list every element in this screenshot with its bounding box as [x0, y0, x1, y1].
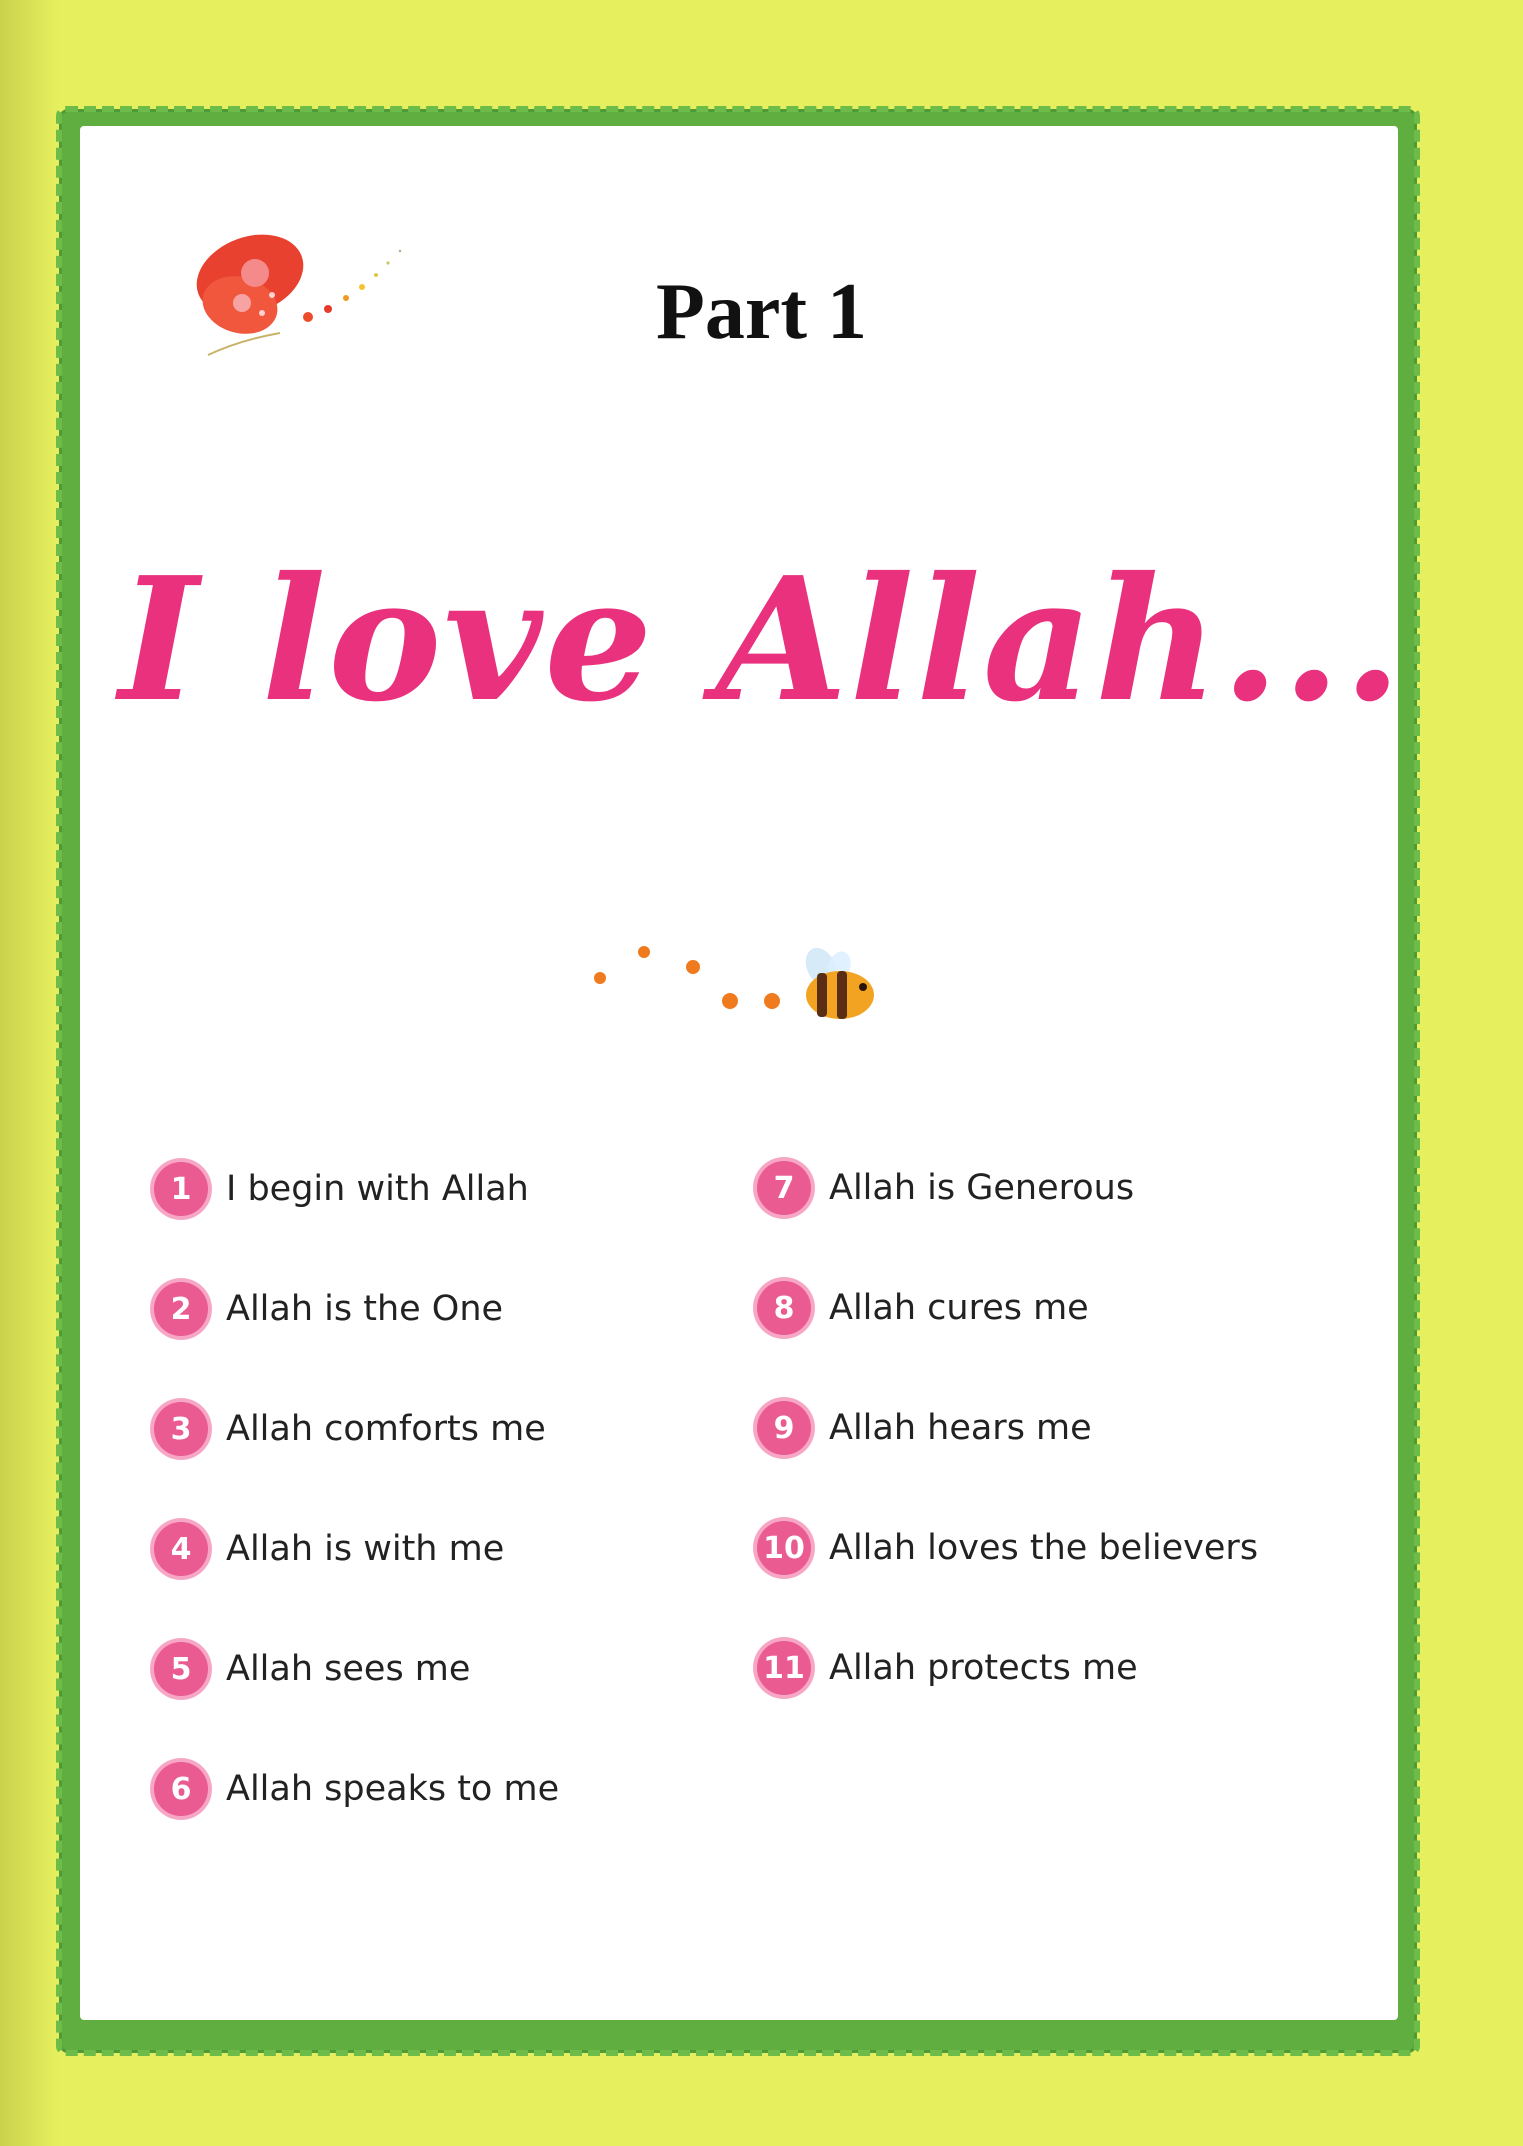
- toc-item[interactable]: [154, 1639, 470, 1699]
- toc-item-label: Allah is the One: [226, 1289, 504, 1329]
- page-title: I love Allah...: [118, 540, 1405, 740]
- toc-item-label: Allah sees me: [226, 1649, 471, 1689]
- number-badge: 6: [154, 1762, 208, 1816]
- number-badge: 3: [154, 1402, 208, 1456]
- number-badge: 2: [154, 1282, 208, 1336]
- paper-page: [80, 126, 1398, 2020]
- toc-item-label: Allah protects me: [829, 1648, 1138, 1688]
- toc-item[interactable]: [757, 1638, 1138, 1698]
- part-heading: Part 1: [655, 268, 867, 356]
- toc-item[interactable]: [154, 1759, 559, 1819]
- toc-item-label: Allah is Generous: [829, 1168, 1135, 1208]
- toc-item[interactable]: [154, 1519, 504, 1579]
- toc-item-label: Allah cures me: [829, 1288, 1089, 1328]
- number-badge: 4: [154, 1522, 208, 1576]
- number-badge: 5: [154, 1642, 208, 1696]
- number-badge: 9: [757, 1401, 811, 1455]
- number-badge: 10: [757, 1521, 811, 1575]
- toc-item-label: Allah is with me: [226, 1529, 505, 1569]
- toc-item[interactable]: [757, 1398, 1092, 1458]
- number-badge: 1: [154, 1162, 208, 1216]
- toc-item-label: Allah comforts me: [226, 1409, 546, 1449]
- toc-item[interactable]: [154, 1279, 503, 1339]
- toc-item-label: Allah speaks to me: [226, 1769, 560, 1809]
- toc-item[interactable]: [757, 1158, 1134, 1218]
- toc-item-label: Allah hears me: [829, 1408, 1092, 1448]
- number-badge: 8: [757, 1281, 811, 1335]
- toc-item-label: Allah loves the believers: [829, 1528, 1259, 1568]
- bee-icon: [585, 935, 885, 1035]
- toc-item[interactable]: [154, 1159, 529, 1219]
- number-badge: 7: [757, 1161, 811, 1215]
- number-badge: 11: [757, 1641, 811, 1695]
- toc-item-label: I begin with Allah: [226, 1169, 529, 1209]
- toc-item[interactable]: [154, 1399, 546, 1459]
- toc-item[interactable]: [757, 1518, 1258, 1578]
- toc-item[interactable]: [757, 1278, 1089, 1338]
